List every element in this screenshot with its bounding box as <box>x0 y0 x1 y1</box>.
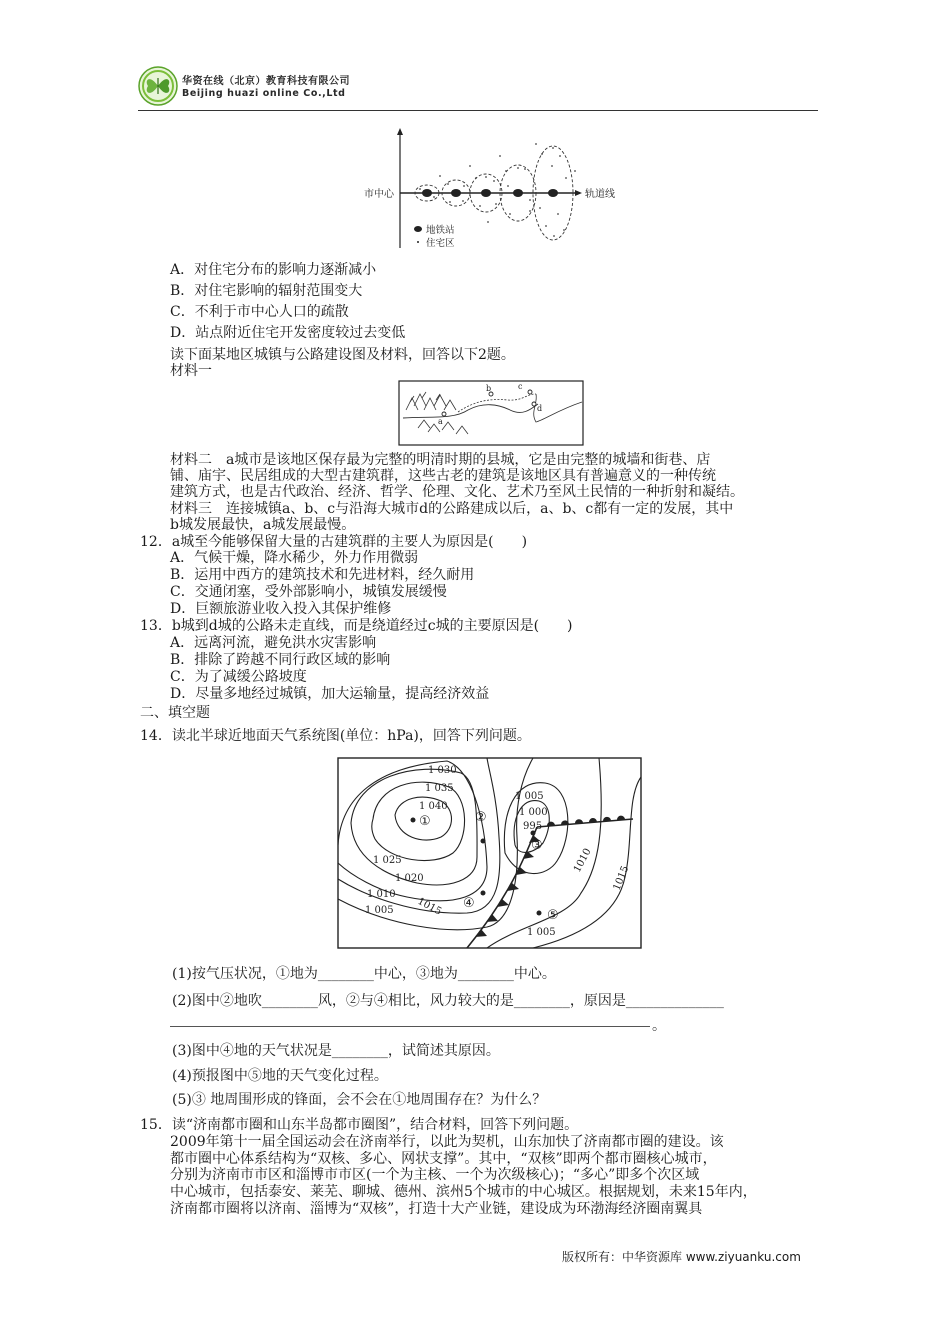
q15-line: 都市圈中心体系结构为“双核、多心、网状支撑”。其中，“双核”即两个都市圈核心城市， <box>170 1151 717 1167</box>
metro-station-mark <box>422 189 432 197</box>
copyright-footer: 版权所有：中华资源库 www.ziyuanku.com <box>562 1250 801 1264</box>
answer-blank-line <box>170 1026 650 1027</box>
q15-line: 2009年第十一届全国运动会在济南举行，以此为契机，山东加快了济南都市圈的建设。该 <box>170 1134 724 1150</box>
isobar-label: 1 035 <box>425 783 454 794</box>
q12-option-b: B．运用中西方的建筑技术和先进材料，经久耐用 <box>170 567 475 583</box>
option-a: A．对住宅分布的影响力逐渐减小 <box>170 262 377 278</box>
option-b: B．对住宅影响的辐射范围变大 <box>170 283 363 299</box>
location-marker-1: ① <box>419 814 431 829</box>
q14-sub2-end: 。 <box>652 1018 666 1034</box>
q12-option-c: C．交通闭塞，受外部影响小，城镇发展缓慢 <box>170 584 447 600</box>
isobar-label: 1 030 <box>428 765 457 776</box>
q13-option-d: D．尽量多地经过城镇，加大运输量，提高经济效益 <box>170 686 490 702</box>
q14-sub4: (4)预报图中⑤地的天气变化过程。 <box>172 1068 388 1084</box>
q12-option-d: D．巨额旅游业收入投入其保护维修 <box>170 601 392 617</box>
company-name-en: Beijing huazi online Co.,Ltd <box>182 88 346 99</box>
label-city-center: 市中心 <box>364 189 394 200</box>
header-divider <box>138 110 818 111</box>
legend-residence-label: 住宅区 <box>426 238 455 249</box>
town-d-label: d <box>537 404 543 413</box>
legend-residence-icon <box>417 241 419 243</box>
material-1-label: 材料一 <box>170 363 212 379</box>
location-marker-5: ⑤ <box>547 908 559 923</box>
weather-system-map <box>337 757 642 949</box>
town-b-label: b <box>486 384 492 393</box>
q14-sub3: (3)图中④地的天气状况是________，试简述其原因。 <box>172 1043 500 1059</box>
q15-line: 济南都市圈将以济南、淄博为“双核”，打造十大产业链，建设成为环渤海经济圈南翼具 <box>170 1201 703 1217</box>
q13-option-c: C．为了减缓公路坡度 <box>170 669 307 685</box>
legend-station-label: 地铁站 <box>426 225 455 236</box>
isobar-label: 1 005 <box>527 927 556 938</box>
metro-residence-figure <box>360 126 620 254</box>
isobar-label: 1 020 <box>395 873 424 884</box>
town-road-figure <box>398 380 584 446</box>
material-2-line: 材料二 a城市是该地区保存最为完整的明清时期的县城，它是由完整的城墙和街巷、店 <box>170 452 711 468</box>
q14-stem: 14．读北半球近地面天气系统图(单位：hPa)，回答下列问题。 <box>140 728 531 744</box>
q14-sub1: (1)按气压状况，①地为________中心，③地为________中心。 <box>172 966 556 982</box>
isobar-label: 1015 <box>611 864 632 893</box>
option-c: C．不利于市中心人口的疏散 <box>170 304 349 320</box>
q15-line: 中心城市，包括泰安、莱芜、聊城、德州、滨州5个城市的中心城区。根据规划，未来15年内， <box>170 1184 757 1200</box>
material-3-line: 材料三 连接城镇a、b、c与沿海大城市d的公路建成以后，a、b、c都有一定的发展，其中 <box>170 501 734 517</box>
q12-option-a: A．气候干燥，降水稀少，外力作用微弱 <box>170 550 419 566</box>
section-heading: 二、填空题 <box>140 705 210 721</box>
butterfly-logo-icon <box>138 66 178 106</box>
town-c-label: c <box>518 382 523 391</box>
legend-station-icon <box>414 226 422 232</box>
q14-sub5: (5)③ 地周围形成的锋面，会不会在①地周围存在？为什么？ <box>172 1092 547 1108</box>
material-2-line: 铺、庙宇、民居组成的大型古建筑群，这些古老的建筑是该地区具有普遍意义的一种传统 <box>170 468 716 484</box>
q12-stem: 12．a城至今能够保留大量的古建筑群的主要人为原因是( ) <box>140 534 528 550</box>
q14-sub2: (2)图中②地吹________风，②与④相比，风力较大的是________，原因是______________ <box>172 993 724 1009</box>
q13-stem: 13．b城到d城的公路未走直线，而是绕道经过c城的主要原因是( ) <box>140 618 573 634</box>
isobar-label: 1010 <box>571 846 594 875</box>
metro-station-mark <box>548 189 558 197</box>
isobar-label: 1015 <box>415 895 444 918</box>
company-name-cn: 华资在线（北京）教育科技有限公司 <box>182 76 350 87</box>
page-header <box>138 62 818 110</box>
isobar-label: 1 000 <box>519 807 548 818</box>
location-marker-2: ② <box>475 810 487 825</box>
intro-text: 读下面某地区城镇与公路建设图及材料，回答以下2题。 <box>170 347 515 363</box>
metro-station-mark <box>481 189 491 197</box>
material-3-line: b城发展最快，a城发展最慢。 <box>170 517 356 533</box>
label-track-line: 轨道线 <box>585 189 615 200</box>
isobar-label: 1 040 <box>419 801 448 812</box>
q13-option-b: B．排除了跨越不同行政区域的影响 <box>170 652 391 668</box>
q13-option-a: A．远离河流，避免洪水灾害影响 <box>170 635 377 651</box>
q15-stem: 15．读“济南都市圈和山东半岛都市圈图”，结合材料，回答下列问题。 <box>140 1117 579 1133</box>
location-marker-4: ④ <box>463 896 475 911</box>
location-marker-3: ③ <box>531 838 543 853</box>
isobar-label: 1 025 <box>373 855 402 866</box>
isobar-label: 1 005 <box>365 905 394 916</box>
q15-line: 分别为济南市市区和淄博市市区(一个为主核、一个为次级核心)；“多心”即多个次区域 <box>170 1167 700 1183</box>
isobar-label: 1 005 <box>515 791 544 802</box>
isobar-label: 1 010 <box>367 889 396 900</box>
town-a-label: a <box>438 417 443 426</box>
option-d: D．站点附近住宅开发密度较过去变低 <box>170 325 406 341</box>
metro-station-mark <box>513 189 523 197</box>
metro-station-mark <box>451 189 461 197</box>
isobar-label: 995 <box>523 821 543 832</box>
material-2-line: 建筑方式，也是古代政治、经济、哲学、伦理、文化、艺术乃至风土民情的一种折射和凝结。 <box>170 484 744 500</box>
